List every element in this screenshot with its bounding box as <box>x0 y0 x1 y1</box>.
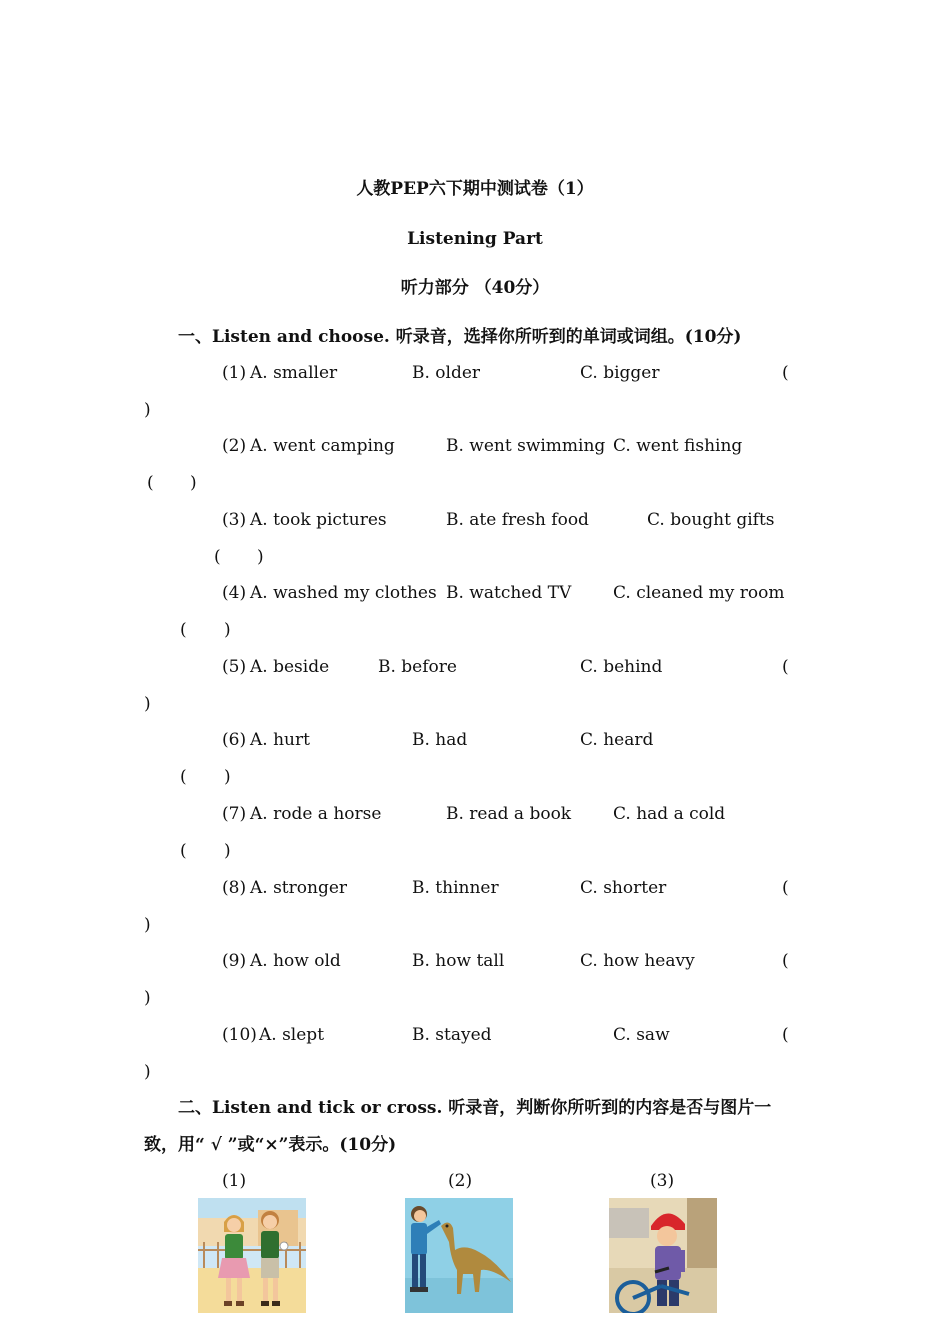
answer-close-paren: ) <box>144 915 151 935</box>
option-a[interactable]: A. took pictures <box>250 510 387 530</box>
answer-blank[interactable] <box>0 1061 950 1083</box>
picture-two-girls <box>198 1198 306 1313</box>
question-row <box>0 1024 950 1046</box>
question-number: (2) <box>222 436 247 456</box>
answer-close-paren: ) <box>224 620 231 640</box>
option-a[interactable]: A. slept <box>259 1025 325 1045</box>
option-b[interactable]: B. watched TV <box>446 583 572 603</box>
option-c[interactable]: C. saw <box>613 1025 670 1045</box>
question-row <box>0 729 950 751</box>
answer-blank[interactable] <box>0 619 950 641</box>
answer-open-paren: ( <box>782 363 789 383</box>
option-c[interactable]: C. heard <box>580 730 654 750</box>
option-a[interactable]: A. stronger <box>250 878 348 898</box>
question-row <box>0 509 950 531</box>
part1-heading: 一、Listen and choose. 听录音，选择你所听到的单词或词组。(10分) <box>178 327 742 347</box>
option-b[interactable]: B. went swimming <box>446 436 606 456</box>
question-number: (4) <box>222 583 247 603</box>
answer-open-paren: ( <box>180 620 187 640</box>
option-a[interactable]: A. hurt <box>250 730 310 750</box>
option-c[interactable]: C. how heavy <box>580 951 695 971</box>
question-number: (6) <box>222 730 247 750</box>
option-a[interactable]: A. washed my clothes <box>250 583 437 603</box>
question-number: (1) <box>222 363 247 383</box>
question-row <box>0 950 950 972</box>
answer-close-paren: ) <box>224 767 231 787</box>
picture-label: (2) <box>448 1171 473 1191</box>
part2-heading-line1: 二、Listen and tick or cross. 听录音，判断你所听到的内容是否与图片一 <box>178 1098 772 1118</box>
answer-blank[interactable] <box>0 987 950 1009</box>
question-row <box>0 656 950 678</box>
answer-open-paren: ( <box>180 767 187 787</box>
answer-open-paren: ( <box>214 547 221 567</box>
question-number: (9) <box>222 951 247 971</box>
answer-blank[interactable] <box>0 399 950 421</box>
option-b[interactable]: B. before <box>378 657 457 677</box>
picture-boy-dinosaur <box>405 1198 513 1313</box>
option-c[interactable]: C. went fishing <box>613 436 743 456</box>
answer-close-paren: ) <box>257 547 264 567</box>
answer-close-paren: ) <box>144 1062 151 1082</box>
question-number: (3) <box>222 510 247 530</box>
option-c[interactable]: C. cleaned my room <box>613 583 785 603</box>
question-number: (10) <box>222 1025 257 1045</box>
page-title: 人教PEP六下期中测试卷（1） <box>356 179 594 199</box>
answer-open-paren: ( <box>782 657 789 677</box>
answer-blank[interactable] <box>0 766 950 788</box>
answer-close-paren: ) <box>144 400 151 420</box>
option-c[interactable]: C. had a cold <box>613 804 726 824</box>
option-b[interactable]: B. thinner <box>412 878 499 898</box>
answer-close-paren: ) <box>224 841 231 861</box>
question-row <box>0 435 950 457</box>
picture-label: (1) <box>222 1171 247 1191</box>
answer-open-paren: ( <box>782 951 789 971</box>
answer-blank[interactable] <box>0 840 950 862</box>
option-a[interactable]: A. how old <box>250 951 341 971</box>
question-row <box>0 803 950 825</box>
subtitle: Listening Part <box>407 229 543 249</box>
question-row <box>0 582 950 604</box>
option-b[interactable]: B. ate fresh food <box>446 510 589 530</box>
answer-blank[interactable] <box>0 472 950 494</box>
option-b[interactable]: B. how tall <box>412 951 505 971</box>
option-a[interactable]: A. rode a horse <box>250 804 382 824</box>
option-c[interactable]: C. shorter <box>580 878 667 898</box>
answer-open-paren: ( <box>147 473 154 493</box>
option-c[interactable]: C. bought gifts <box>647 510 775 530</box>
option-b[interactable]: B. had <box>412 730 468 750</box>
option-c[interactable]: C. bigger <box>580 363 660 383</box>
answer-close-paren: ) <box>144 694 151 714</box>
option-b[interactable]: B. stayed <box>412 1025 492 1045</box>
answer-open-paren: ( <box>180 841 187 861</box>
answer-open-paren: ( <box>782 878 789 898</box>
option-a[interactable]: A. smaller <box>250 363 338 383</box>
question-number: (8) <box>222 878 247 898</box>
option-b[interactable]: B. read a book <box>446 804 572 824</box>
question-number: (5) <box>222 657 247 677</box>
answer-blank[interactable] <box>0 914 950 936</box>
section-heading: 听力部分 （40分） <box>400 278 550 298</box>
question-number: (7) <box>222 804 247 824</box>
answer-blank[interactable] <box>0 693 950 715</box>
answer-close-paren: ) <box>190 473 197 493</box>
picture-boy-bike <box>609 1198 717 1313</box>
picture-label: (3) <box>650 1171 675 1191</box>
answer-close-paren: ) <box>144 988 151 1008</box>
answer-open-paren: ( <box>782 1025 789 1045</box>
option-c[interactable]: C. behind <box>580 657 663 677</box>
question-row <box>0 362 950 384</box>
question-row <box>0 877 950 899</box>
option-a[interactable]: A. went camping <box>250 436 395 456</box>
part2-heading-line2: 致，用“ √ ”或“×”表示。(10分) <box>144 1135 397 1155</box>
option-a[interactable]: A. beside <box>250 657 330 677</box>
answer-blank[interactable] <box>0 546 950 568</box>
option-b[interactable]: B. older <box>412 363 481 383</box>
